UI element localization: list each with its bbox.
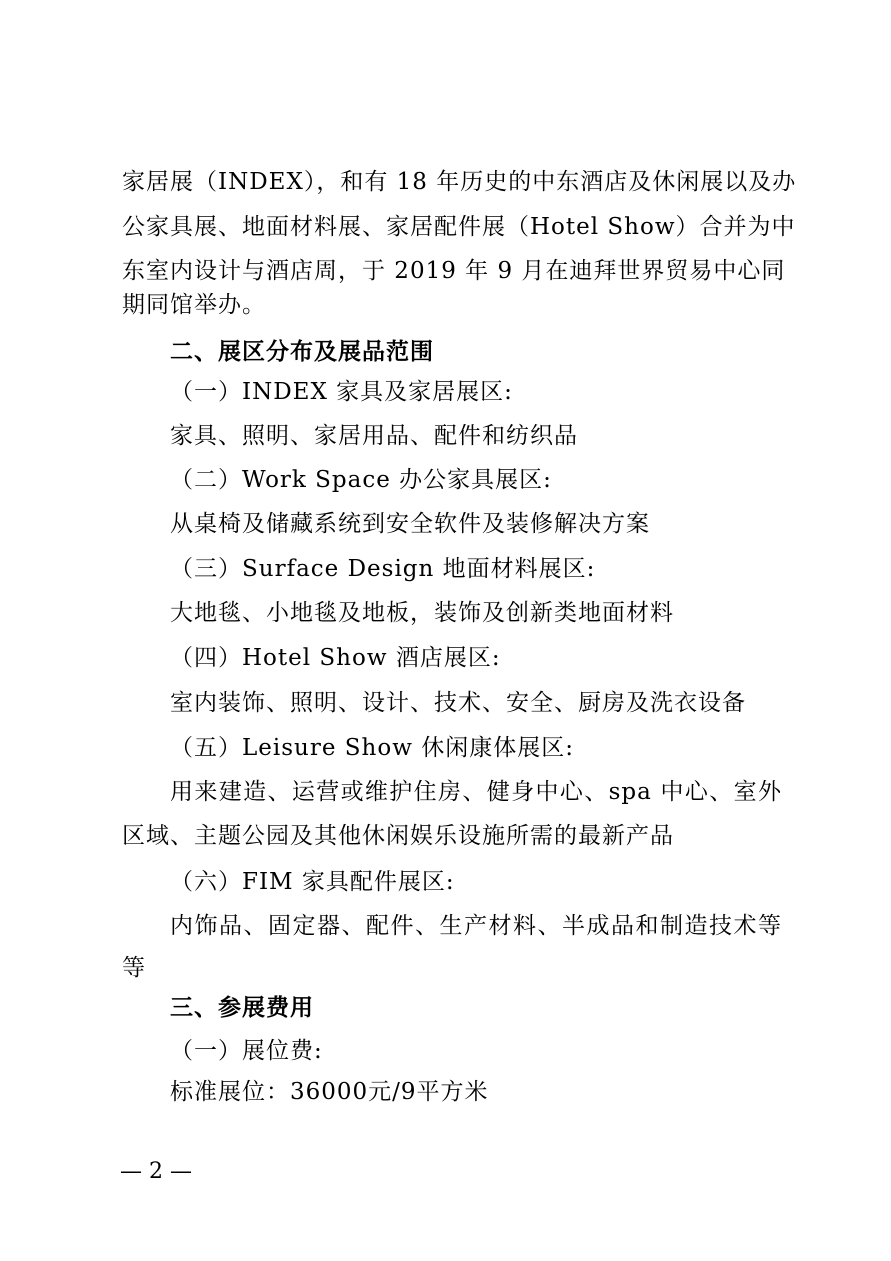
exhibit-area-title-6: （六）FIM 家具配件展区: [170, 869, 455, 895]
exhibit-area-desc-5-line-1: 用来建造、运营或维护住房、健身中心、spa 中心、室外 [170, 779, 782, 805]
exhibit-area-desc-6-line-2: 等 [122, 955, 146, 981]
fee-standard-booth: 标准展位：36000元/9平方米 [170, 1079, 489, 1105]
exhibit-area-desc-5-line-2: 区域、主题公园及其他休闲娱乐设施所需的最新产品 [122, 823, 674, 849]
page-number: — 2 — [120, 1159, 192, 1184]
exhibit-area-title-4: （四）Hotel Show 酒店展区: [170, 645, 501, 671]
section-heading-fees: 三、参展费用 [170, 994, 314, 1021]
intro-line-3: 东室内设计与酒店周，于 2019 年 9 月在迪拜世界贸易中心同 [122, 258, 786, 284]
intro-line-2: 公家具展、地面材料展、家居配件展（Hotel Show）合并为中 [122, 214, 796, 240]
exhibit-area-desc-4: 室内装饰、照明、设计、技术、安全、厨房及洗衣设备 [170, 690, 746, 716]
intro-line-4: 期同馆举办。 [122, 292, 266, 318]
exhibit-area-title-3: （三）Surface Design 地面材料展区: [170, 556, 596, 582]
exhibit-area-desc-2: 从桌椅及储藏系统到安全软件及装修解决方案 [170, 511, 650, 537]
exhibit-area-desc-3: 大地毯、小地毯及地板，装饰及创新类地面材料 [170, 600, 674, 626]
exhibit-area-desc-1: 家具、照明、家居用品、配件和纺织品 [170, 423, 578, 449]
fee-subsection-title: （一）展位费: [170, 1038, 323, 1064]
intro-line-1: 家居展（INDEX），和有 18 年历史的中东酒店及休闲展以及办 [122, 169, 797, 195]
section-heading-exhibit-areas: 二、展区分布及展品范围 [170, 338, 434, 365]
exhibit-area-title-5: （五）Leisure Show 休闲康体展区: [170, 735, 574, 761]
exhibit-area-desc-6-line-1: 内饰品、固定器、配件、生产材料、半成品和制造技术等 [170, 913, 782, 939]
exhibit-area-title-2: （二）Work Space 办公家具展区: [170, 467, 552, 493]
exhibit-area-title-1: （一）INDEX 家具及家居展区: [170, 379, 513, 405]
